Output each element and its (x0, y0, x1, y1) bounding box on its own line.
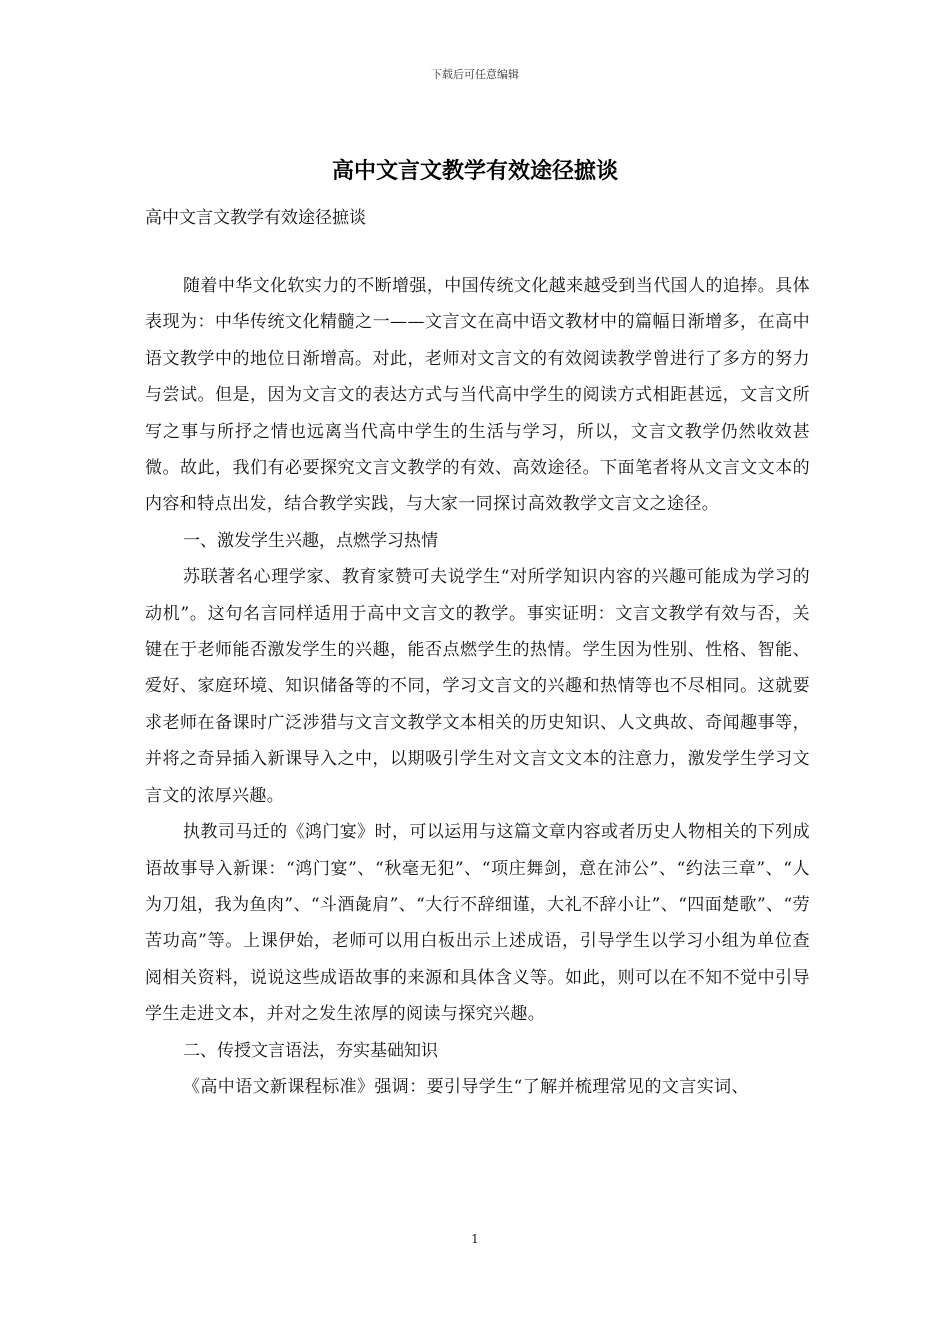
document-subtitle: 高中文言文教学有效途径摭谈 (145, 208, 366, 228)
document-body (145, 268, 810, 1105)
header-note: 下载后可任意编辑 (431, 68, 519, 81)
document-title: 高中文言文教学有效途径摭谈 (331, 158, 618, 184)
paragraph-intro: 随着中华文化软实力的不断增强，中国传统文化越来越受到当代国人的追捧。具体表现为：中华传统文化精髓之一——文言文在高中语文教材中的篇幅日渐增多，在高中语文教学中的地位日渐增高。对此，老师对文言文的有效阅读教学曾进行了多方的努力与尝试。但是，因为文言文的表达方式与当代高中学生的阅读方式相距甚远，文言文所写之事与所抒之情也远离当代高中学生的生活与学习，所以，文言文教学仍然收效甚微。故此，我们有必要探究文言文教学的有效、高效途径。下面笔者将从文言文文本的内容和特点出发，结合教学实践，与大家一同探讨高效教学文言文之途径。 (145, 276, 810, 515)
section-heading-1: 一、激发学生兴趣，点燃学习热情 (183, 530, 438, 551)
paragraph-section1-b: 执教司马迁的《鸿门宴》时，可以运用与这篇文章内容或者历史人物相关的下列成语故事导入新课：“鸿门宴”、“秋毫无犯”、“项庄舞剑，意在沛公”、“约法三章”、“人为刀俎，我为鱼肉”、“斗酒彘肩”、“大行不辞细谨，大礼不辞小让”、“四面楚歌”、“劳苦功高”等。上课伊始，老师可以用白板出示上述成语，引导学生以学习小组为单位查阅相关资料，说说这些成语故事的来源和具体含义等。如此，则可以在不知不觉中引导学生走进文本，并对之发生浓厚的阅读与探究兴趣。 (145, 822, 810, 1025)
page-number: 1 (471, 1232, 479, 1246)
paragraph-section1-a: 苏联著名心理学家、教育家赞可夫说学生“对所学知识内容的兴趣可能成为学习的动机”。这句名言同样适用于高中文言文的教学。事实证明：文言文教学有效与否，关键在于老师能否激发学生的兴趣，能否点燃学生的热情。学生因为性别、性格、智能、爱好、家庭环境、知识储备等的不同，学习文言文的兴趣和热情等也不尽相同。这就要求老师在备课时广泛涉猎与文言文教学文本相关的历史知识、人文典故、奇闻趣事等，并将之奇异插入新课导入之中，以期吸引学生对文言文文本的注意力，激发学生学习文言文的浓厚兴趣。 (145, 567, 810, 806)
paragraph-section2-a: 《高中语文新课程标准》强调：要引导学生“了解并梳理常见的文言实词、 (183, 1076, 749, 1097)
section-heading-2: 二、传授文言语法，夯实基础知识 (183, 1040, 438, 1061)
